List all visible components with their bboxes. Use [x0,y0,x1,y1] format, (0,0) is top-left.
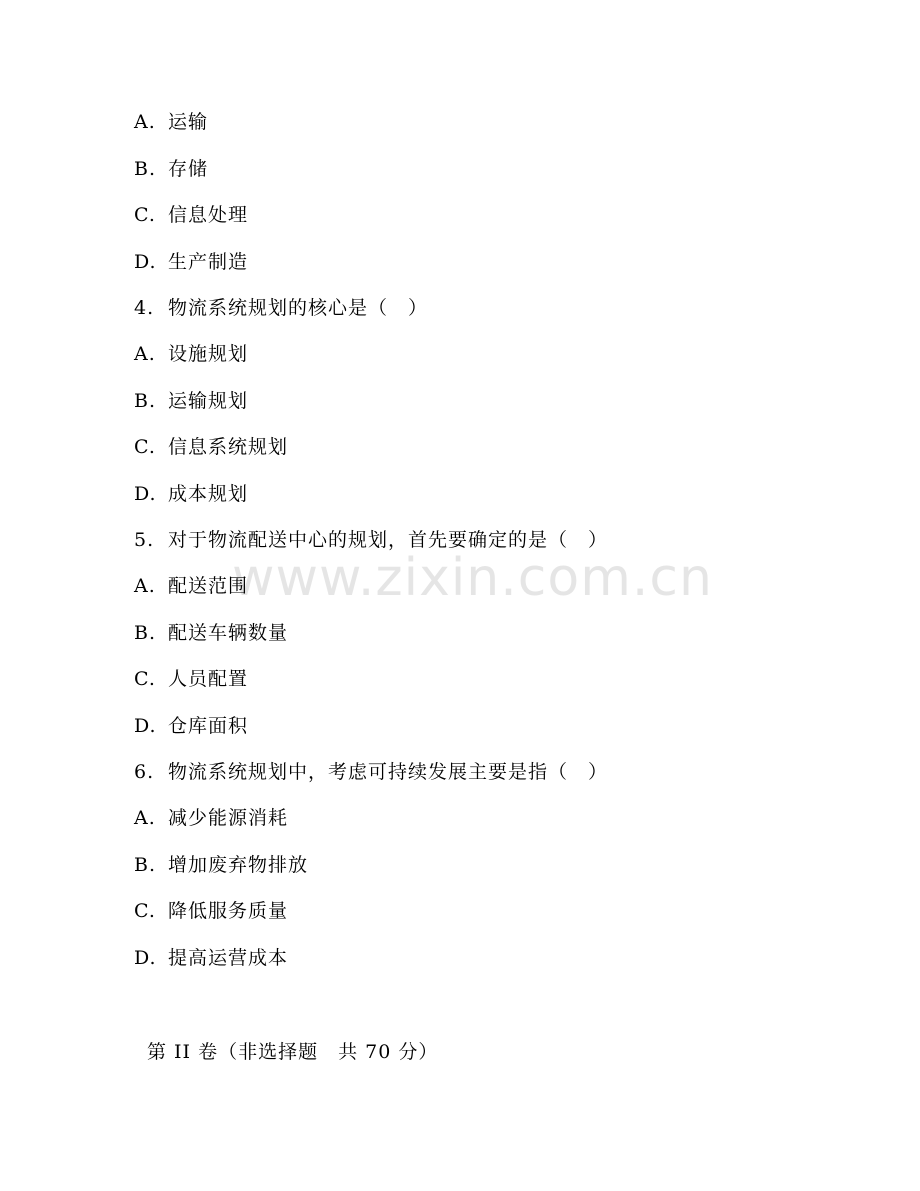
option-line [134,157,208,181]
option-line [134,203,248,227]
option-text: 提高运营成本 [168,947,289,969]
option-text: 人员配置 [168,668,249,690]
option-prefix: D. [134,947,157,969]
option-prefix: B. [134,158,157,180]
option-text: 降低服务质量 [168,900,289,922]
option-prefix: A. [134,343,156,365]
option-line [134,899,288,923]
option-text: 信息处理 [168,204,249,226]
option-text: 减少能源消耗 [168,807,289,829]
option-prefix: C. [134,436,156,458]
option-prefix: C. [134,900,156,922]
question-number: 4. [134,297,155,319]
question-text: 物流系统规划中，考虑可持续发展主要是指（ ） [168,761,609,783]
option-text: 仓库面积 [168,715,249,737]
option-prefix: C. [134,668,156,690]
question-text: 物流系统规划的核心是（ ） [168,297,429,319]
question-line [134,296,428,320]
option-text: 运输 [168,111,209,133]
watermark: www.zixin.com.cn [232,548,713,608]
option-text: 配送范围 [168,575,249,597]
question-line [134,528,608,552]
question-number: 6. [134,761,155,783]
option-line [134,667,248,691]
option-text: 增加废弃物排放 [168,854,309,876]
option-line [134,342,248,366]
option-prefix: D. [134,483,157,505]
option-line [134,806,288,830]
option-text: 运输规划 [168,390,249,412]
option-line [134,946,288,970]
option-prefix: B. [134,622,157,644]
option-prefix: A. [134,807,156,829]
option-prefix: B. [134,854,157,876]
option-prefix: D. [134,715,157,737]
option-prefix: C. [134,204,156,226]
option-prefix: B. [134,390,157,412]
option-text: 存储 [168,158,209,180]
question-text: 对于物流配送中心的规划，首先要确定的是（ ） [168,529,609,551]
option-line [134,621,288,645]
option-line [134,389,248,413]
option-line [134,714,248,738]
option-text: 生产制造 [168,251,249,273]
option-line [134,435,288,459]
option-text: 成本规划 [168,483,249,505]
section-title: 第 II 卷（非选择题 共 70 分） [147,1041,439,1063]
option-prefix: A. [134,575,156,597]
option-text: 设施规划 [168,343,249,365]
option-line [134,574,248,598]
option-text: 信息系统规划 [168,436,289,458]
option-line [134,853,308,877]
option-line [134,250,248,274]
option-line [134,482,248,506]
option-prefix: A. [134,111,156,133]
question-line [134,760,608,784]
option-line [134,110,208,134]
option-text: 配送车辆数量 [168,622,289,644]
question-number: 5. [134,529,155,551]
option-prefix: D. [134,251,157,273]
